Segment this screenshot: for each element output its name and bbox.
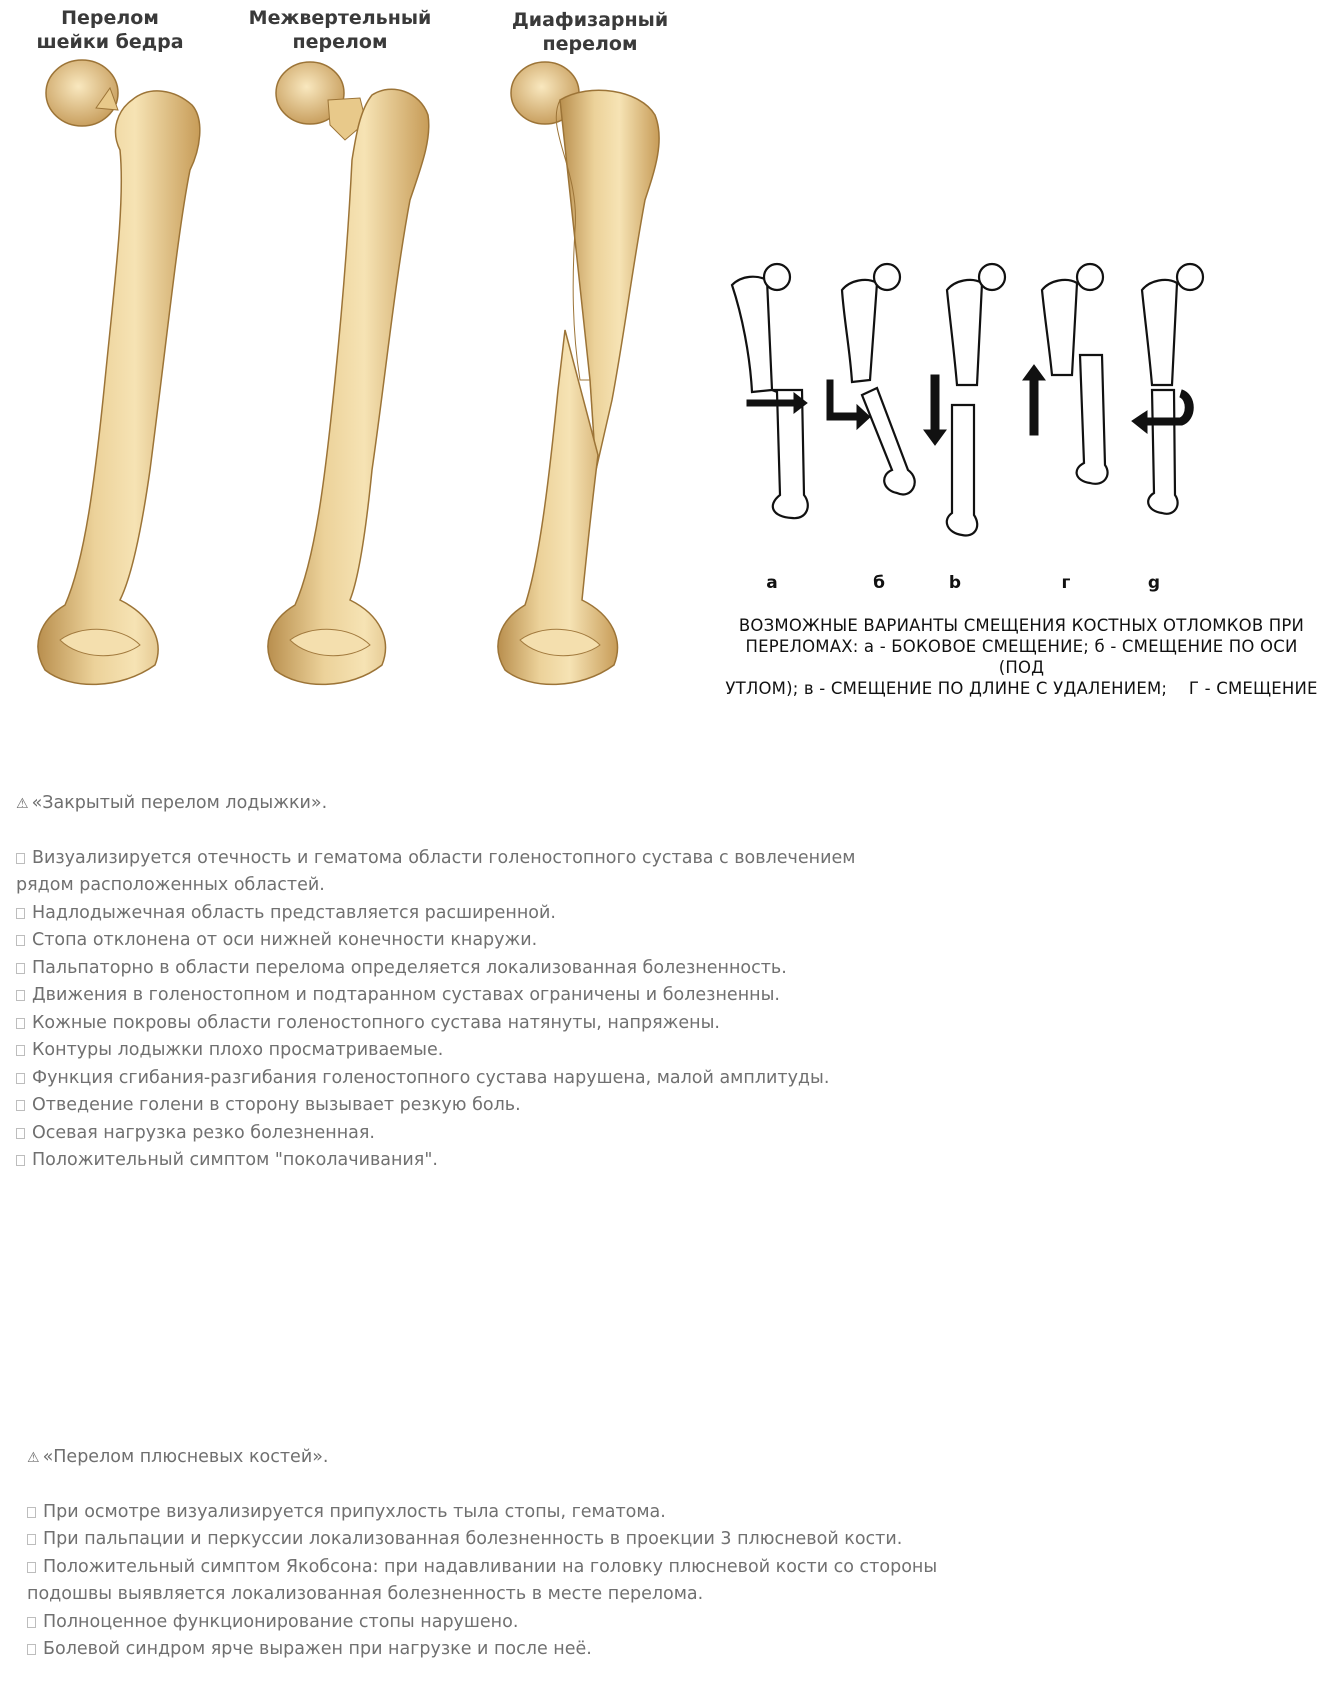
bullet-box-icon [16, 990, 25, 1001]
femur-caption-intertrochanteric: Межвертельный перелом [248, 7, 432, 53]
variant-g-bone [1042, 264, 1108, 484]
fragment-displacement-diagram [712, 255, 1331, 700]
section-title: ⚠ «Закрытый перелом лодыжки». [16, 790, 896, 819]
symptom-list [27, 1499, 1027, 1664]
list-item: Движения в голеностопном и подтаранном суставах ограничены и болезненны. [16, 982, 896, 1010]
arrow-hook-icon [827, 380, 870, 429]
variant-letter-d: g [1147, 573, 1161, 593]
list-item: Положительный симптом Якобсона: при надавливании на головку плюсневой кости со стороны подошвы выявляется локализованная болезненность в месте перелома. [27, 1556, 938, 1604]
bullet-box-icon [27, 1534, 36, 1545]
warning-icon: ⚠ [27, 1450, 40, 1466]
arrow-up-icon [1023, 365, 1045, 435]
femur-neck-fracture [38, 60, 200, 684]
list-item: Осевая нагрузка резко болезненная. [16, 1120, 896, 1148]
list-item: Контуры лодыжки плохо просматриваемые. [16, 1037, 896, 1065]
bullet-box-icon [16, 1155, 25, 1166]
bullet-box-icon [16, 1073, 25, 1084]
femur-caption-neck: Перелом шейки бедра [36, 7, 184, 53]
symptom-list [16, 845, 896, 1175]
bullet-box-icon [27, 1617, 36, 1628]
variant-letter-v: b [948, 573, 962, 593]
variant-a-bone [732, 264, 808, 518]
bullet-box-icon [27, 1562, 36, 1573]
list-item: Отведение голени в сторону вызывает резкую боль. [16, 1092, 896, 1120]
list-item: Положительный симптом "поколачивания". [16, 1147, 896, 1175]
bullet-box-icon [16, 853, 25, 864]
bullet-box-icon [16, 1045, 25, 1056]
bullet-box-icon [16, 1018, 25, 1029]
list-item: Пальпаторно в области перелома определяется локализованная болезненность. [16, 955, 896, 983]
list-item: При осмотре визуализируется припухлость тыла стопы, гематома. [27, 1499, 1027, 1527]
variant-letter-b: б [873, 573, 885, 593]
femur-diaphyseal-fracture [498, 62, 659, 684]
bullet-box-icon [27, 1644, 36, 1655]
bullet-box-icon [16, 1128, 25, 1139]
bullet-box-icon [16, 963, 25, 974]
arrow-down-icon [924, 375, 946, 445]
list-item: Визуализируется отечность и гематома области голеностопного сустава с вовлечением рядом расположенных областей. [16, 847, 856, 895]
femur-caption-diaphyseal: Диафизарный перелом [511, 9, 669, 55]
variant-letter-g: г [1061, 573, 1071, 593]
displacement-drawings [712, 255, 1331, 585]
displacement-caption: ВОЗМОЖНЫЕ ВАРИАНТЫ СМЕЩЕНИЯ КОСТНЫХ ОТЛОМКОВ ПРИ ПЕРЕЛОМАХ: а - БОКОВОЕ СМЕЩЕНИЕ; б - СМЕЩЕНИЕ ПО ОСИ (ПОД УТЛОМ); в - СМЕЩЕНИЕ ПО ДЛИНЕ С УДАЛЕНИЕМ; Г - СМЕЩЕНИЕ [725, 616, 1318, 698]
variant-v-bone [947, 264, 1005, 535]
list-item: Кожные покровы области голеностопного сустава натянуты, напряжены. [16, 1010, 896, 1038]
list-item: Функция сгибания-разгибания голеностопного сустава нарушена, малой амплитуды. [16, 1065, 896, 1093]
list-item: Полноценное функционирование стопы нарушено. [27, 1609, 1027, 1637]
ankle-fracture-section [16, 790, 896, 1175]
femur-intertrochanteric-fracture [268, 62, 429, 684]
femur-fracture-illustration [0, 0, 700, 700]
bullet-box-icon [16, 935, 25, 946]
variant-rotation-bone [1142, 264, 1203, 514]
variant-letter-a: а [766, 573, 778, 593]
warning-icon: ⚠ [16, 796, 29, 812]
variant-b-bone [842, 264, 915, 494]
bullet-box-icon [27, 1507, 36, 1518]
bullet-box-icon [16, 908, 25, 919]
metatarsal-fracture-section [27, 1444, 1027, 1664]
bullet-box-icon [16, 1100, 25, 1111]
femur-drawings [0, 0, 700, 700]
list-item: Болевой синдром ярче выражен при нагрузке и после неё. [27, 1636, 1027, 1664]
list-item: Стопа отклонена от оси нижней конечности кнаружи. [16, 927, 896, 955]
section-title: ⚠ «Перелом плюсневых костей». [27, 1444, 1027, 1473]
list-item: При пальпации и перкуссии локализованная болезненность в проекции 3 плюсневой кости. [27, 1526, 1027, 1554]
list-item: Надлодыжечная область представляется расширенной. [16, 900, 896, 928]
